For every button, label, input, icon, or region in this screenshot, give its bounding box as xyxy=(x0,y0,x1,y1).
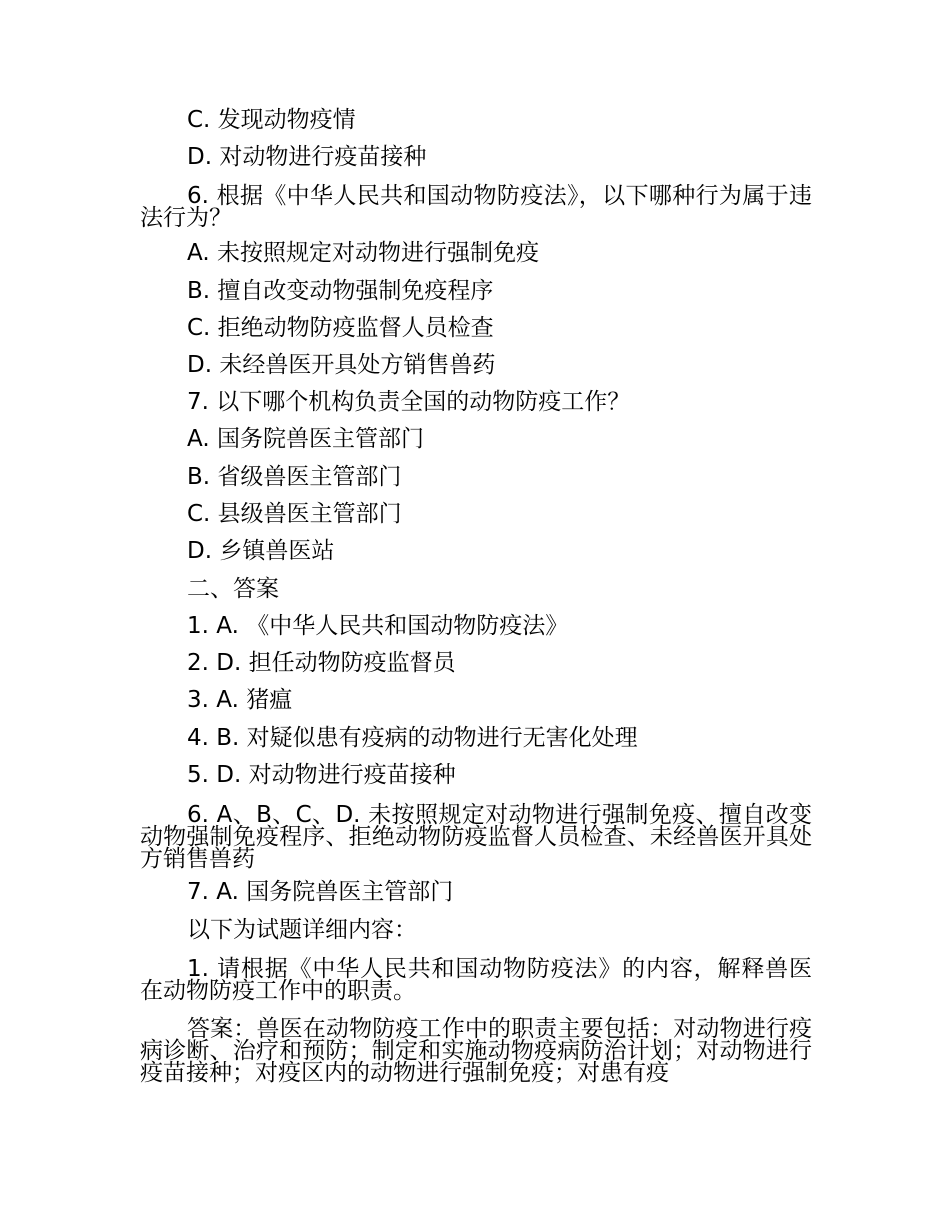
option-7d: D. 乡镇兽医站 xyxy=(187,538,335,564)
answer-7: 7. A. 国务院兽医主管部门 xyxy=(187,879,454,905)
option-6d: D. 未经兽医开具处方销售兽药 xyxy=(187,352,496,378)
answer-2: 2. D. 担任动物防疫监督员 xyxy=(187,650,456,676)
option-6a: A. 未按照规定对动物进行强制免疫 xyxy=(187,240,539,266)
answer-6: 6. A、B、C、D. 未按照规定对动物进行强制免疫、擅自改变动物强制免疫程序、拒绝动物防疫监督人员检查、未经兽医开具处方销售兽药 xyxy=(140,802,812,872)
option-7b: B. 省级兽医主管部门 xyxy=(187,464,402,490)
detail-question-1: 1. 请根据《中华人民共和国动物防疫法》的内容，解释兽医在动物防疫工作中的职责。 xyxy=(140,956,812,1004)
option-7a: A. 国务院兽医主管部门 xyxy=(187,426,424,452)
answer-4: 4. B. 对疑似患有疫病的动物进行无害化处理 xyxy=(187,725,638,751)
question-6: 6. 根据《中华人民共和国动物防疫法》，以下哪种行为属于违法行为？ xyxy=(140,183,812,231)
option-7c: C. 县级兽医主管部门 xyxy=(187,501,402,527)
section-heading-answers: 二、答案 xyxy=(187,576,279,602)
answer-1: 1. A. 《中华人民共和国动物防疫法》 xyxy=(187,613,569,639)
question-7: 7. 以下哪个机构负责全国的动物防疫工作？ xyxy=(187,389,631,415)
option-6b: B. 擅自改变动物强制免疫程序 xyxy=(187,278,494,304)
option-5c: C. 发现动物疫情 xyxy=(187,107,356,133)
answer-3: 3. A. 猪瘟 xyxy=(187,687,293,713)
answer-5: 5. D. 对动物进行疫苗接种 xyxy=(187,762,456,788)
option-5d: D. 对动物进行疫苗接种 xyxy=(187,144,427,170)
detail-intro: 以下为试题详细内容： xyxy=(187,917,417,943)
detail-answer-1: 答案：兽医在动物防疫工作中的职责主要包括：对动物进行疫病诊断、治疗和预防；制定和实施动物疫病防治计划；对动物进行疫苗接种；对疫区内的动物进行强制免疫；对患有疫 xyxy=(140,1016,812,1086)
option-6c: C. 拒绝动物防疫监督人员检查 xyxy=(187,315,494,341)
